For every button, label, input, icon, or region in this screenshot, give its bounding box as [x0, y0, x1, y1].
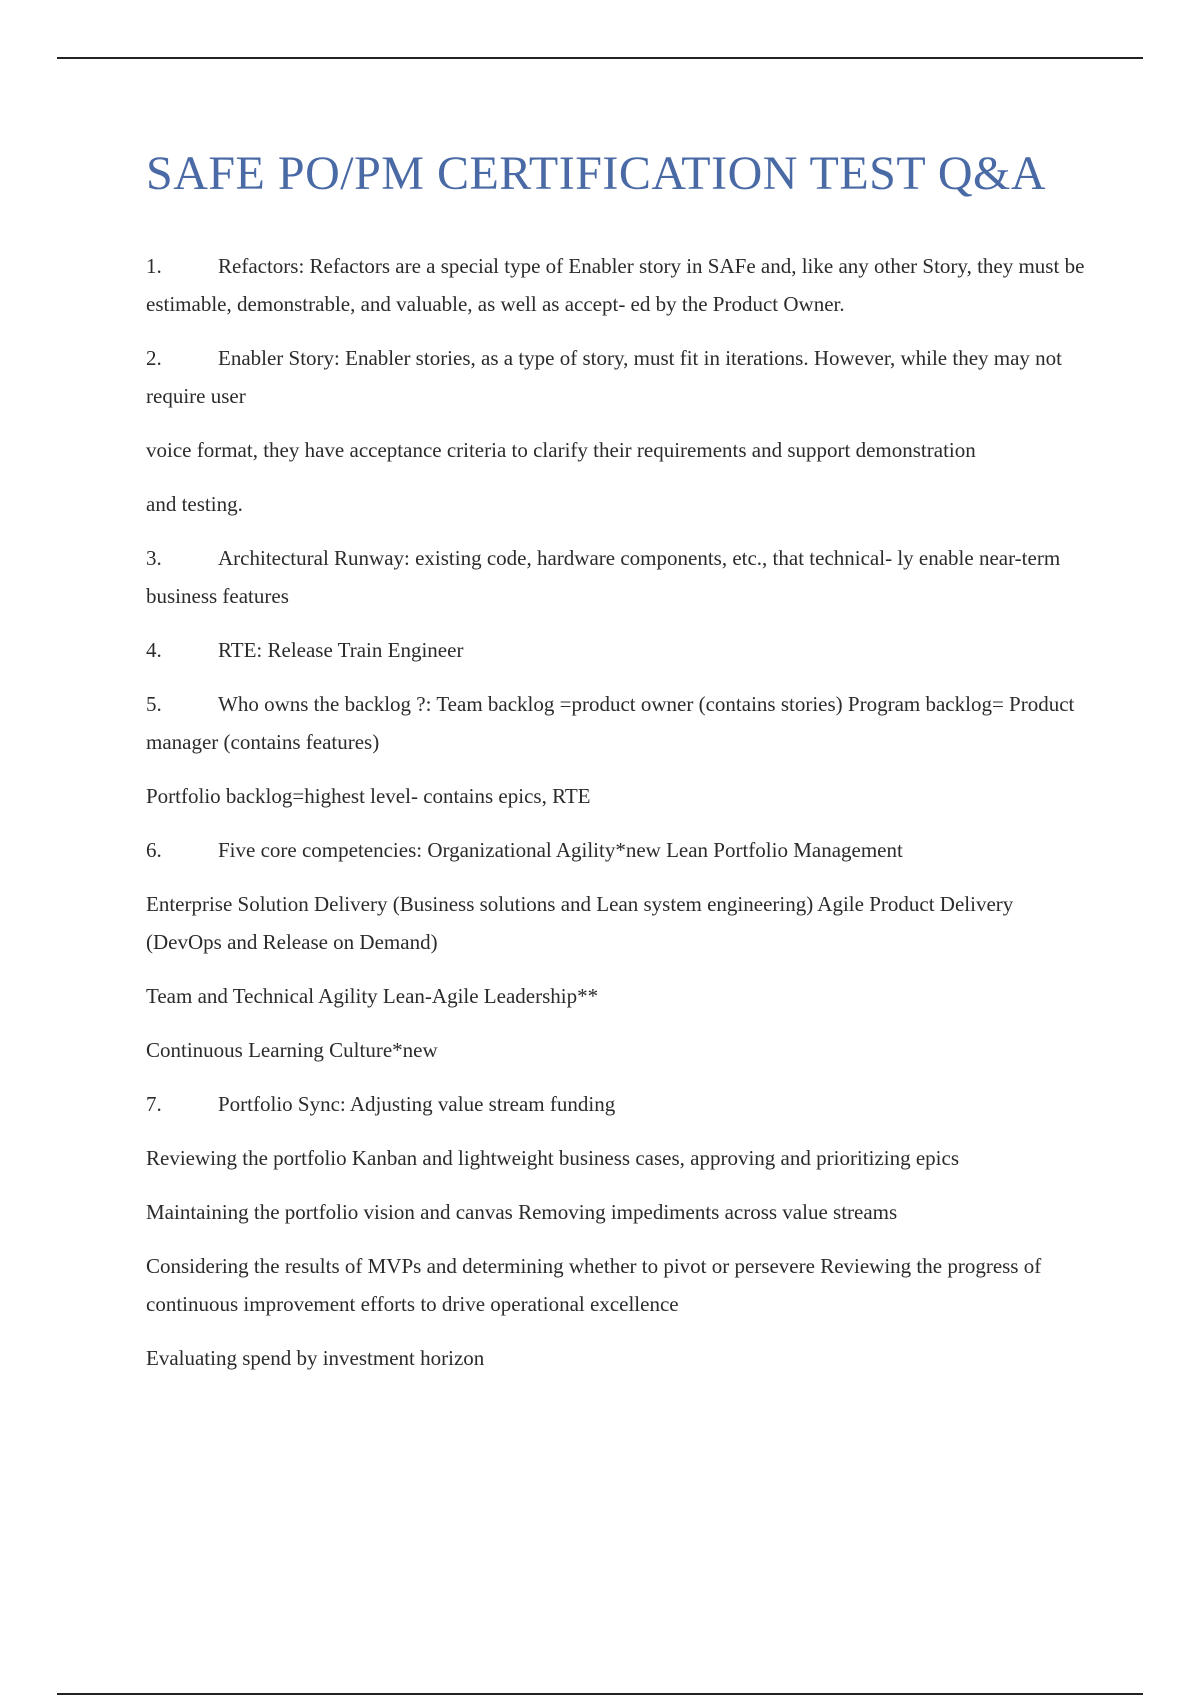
paragraph — [146, 831, 1086, 869]
paragraph — [146, 631, 1086, 669]
paragraph-text: voice format, they have acceptance criteria to clarify their requirements and support demonstration — [146, 437, 976, 462]
paragraph-text: Portfolio backlog=highest level- contains epics, RTE — [146, 783, 591, 808]
paragraph-text: Evaluating spend by investment horizon — [146, 1345, 485, 1370]
paragraph — [146, 247, 1086, 323]
item-number: 5. — [146, 691, 162, 716]
paragraph — [146, 1139, 1086, 1177]
paragraph — [146, 1031, 1086, 1069]
paragraph — [146, 339, 1086, 415]
paragraph-text: Refactors: Refactors are a special type of Enabler story in SAFe and, like any other Story, they must be estimable, demonstrable, and valuable, as well as accept- ed by the Product Owner. — [146, 253, 1085, 316]
bottom-rule — [57, 1693, 1143, 1695]
paragraph-text: Team and Technical Agility Lean-Agile Leadership** — [146, 983, 599, 1008]
paragraph — [146, 685, 1086, 761]
document-page — [146, 148, 1086, 1393]
paragraph-text: Enabler Story: Enabler stories, as a type of story, must fit in iterations. However, while they may not require user — [146, 345, 1063, 408]
paragraph — [146, 777, 1086, 815]
paragraph — [146, 485, 1086, 523]
paragraph-text: Portfolio Sync: Adjusting value stream funding — [218, 1091, 616, 1116]
paragraph-text: Five core competencies: Organizational Agility*new Lean Portfolio Management — [218, 837, 903, 862]
paragraph-text: Considering the results of MVPs and determining whether to pivot or persevere Reviewing the progress of continuous improvement efforts to drive operational excellence — [146, 1253, 1042, 1316]
item-number: 1. — [146, 253, 162, 278]
paragraph-text: Continuous Learning Culture*new — [146, 1037, 438, 1062]
paragraph-text: Who owns the backlog ?: Team backlog =product owner (contains stories) Program backlog= Product manager (contains features) — [146, 691, 1075, 754]
paragraph-text: Enterprise Solution Delivery (Business solutions and Lean system engineering) Agile Product Delivery (DevOps and Release on Demand) — [146, 891, 1014, 954]
item-number: 7. — [146, 1091, 162, 1116]
paragraph-text: Maintaining the portfolio vision and canvas Removing impediments across value streams — [146, 1199, 898, 1224]
paragraph — [146, 1085, 1086, 1123]
item-number: 6. — [146, 837, 162, 862]
paragraph — [146, 977, 1086, 1015]
paragraph-text: Reviewing the portfolio Kanban and lightweight business cases, approving and prioritizing epics — [146, 1145, 959, 1170]
item-number: 3. — [146, 545, 162, 570]
paragraph — [146, 1193, 1086, 1231]
item-number: 2. — [146, 345, 162, 370]
paragraph-text: and testing. — [146, 491, 243, 516]
paragraph — [146, 539, 1086, 615]
item-number: 4. — [146, 637, 162, 662]
paragraph — [146, 885, 1086, 961]
document-title: SAFE PO/PM CERTIFICATION TEST Q&A — [146, 147, 1046, 200]
top-rule — [57, 57, 1143, 59]
paragraph-text: RTE: Release Train Engineer — [218, 637, 464, 662]
paragraph-text: Architectural Runway: existing code, hardware components, etc., that technical- ly enable near-term business features — [146, 545, 1061, 608]
paragraph — [146, 1339, 1086, 1377]
paragraph — [146, 431, 1086, 469]
paragraph — [146, 1247, 1086, 1323]
